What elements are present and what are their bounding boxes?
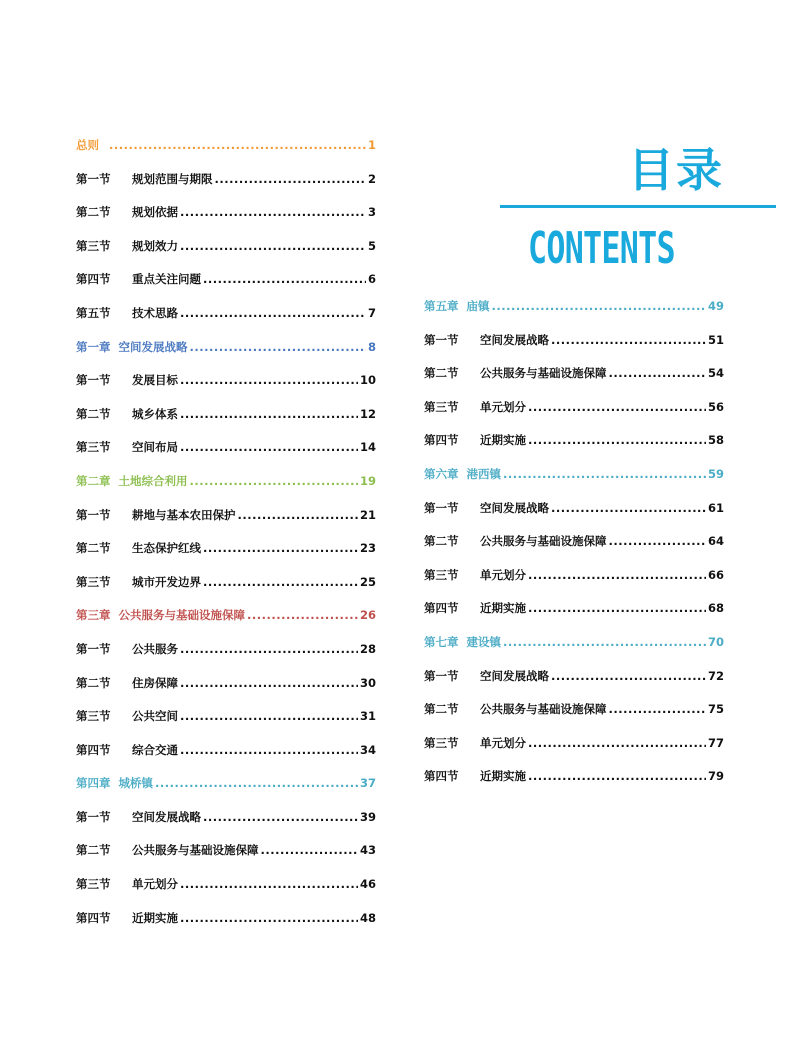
page-number: 43 (359, 843, 376, 858)
toc-section-entry[interactable] (76, 809, 376, 843)
chapter-number: 第五章 (424, 299, 459, 313)
toc-chapter-entry[interactable] (76, 137, 376, 171)
toc-section-entry[interactable] (424, 533, 724, 567)
dot-leader (180, 641, 358, 657)
toc-section-entry[interactable] (424, 332, 724, 366)
page-title-chinese: 目录 (628, 143, 724, 197)
section-number: 第四节 (76, 910, 111, 925)
section-title: 近期实施 (480, 769, 526, 784)
toc-section-entry[interactable] (76, 305, 376, 339)
section-title: 单元划分 (480, 567, 526, 582)
section-number: 第一节 (424, 668, 459, 683)
section-number: 第四节 (76, 742, 111, 757)
dot-leader (551, 668, 706, 684)
dot-leader (203, 540, 358, 556)
section-title: 公共服务 (132, 641, 178, 656)
section-number: 第三节 (424, 399, 459, 414)
dot-leader (551, 332, 706, 348)
toc-section-entry[interactable] (76, 204, 376, 238)
toc-chapter-entry[interactable] (76, 339, 376, 373)
section-number: 第一节 (424, 332, 459, 347)
section-title: 规划依据 (132, 205, 178, 220)
dot-leader (180, 876, 358, 892)
section-title: 空间发展战略 (480, 332, 549, 347)
dot-leader (203, 574, 358, 590)
page-number: 19 (359, 473, 376, 488)
page-number: 25 (359, 574, 376, 589)
section-title: 耕地与基本农田保护 (132, 507, 236, 522)
page-number: 46 (359, 877, 376, 892)
dot-leader (180, 372, 358, 388)
section-title: 空间发展战略 (132, 809, 201, 824)
dot-leader (609, 701, 706, 717)
dot-leader (190, 339, 366, 355)
section-number: 第三节 (76, 877, 111, 892)
page-number: 34 (359, 742, 376, 757)
section-title: 公共服务与基础设施保障 (480, 366, 607, 381)
dot-leader (180, 675, 358, 691)
toc-section-entry[interactable] (76, 271, 376, 305)
dot-leader (528, 432, 706, 448)
section-number: 第一节 (76, 507, 111, 522)
page-number: 56 (707, 399, 724, 414)
toc-chapter-entry[interactable] (424, 634, 724, 668)
page-number: 49 (707, 299, 724, 313)
dot-leader (261, 842, 358, 858)
toc-chapter-entry[interactable] (76, 473, 376, 507)
section-title: 公共服务与基础设施保障 (480, 702, 607, 717)
toc-chapter-entry[interactable] (76, 607, 376, 641)
page-number: 48 (359, 910, 376, 925)
dot-leader (109, 137, 366, 153)
section-number: 第四节 (424, 769, 459, 784)
toc-section-entry[interactable] (424, 500, 724, 534)
section-title: 公共空间 (132, 709, 178, 724)
page-number: 37 (359, 776, 376, 791)
page-number: 59 (707, 466, 724, 481)
section-number: 第一节 (424, 500, 459, 515)
toc-section-entry[interactable] (424, 668, 724, 702)
section-number: 第三节 (76, 709, 111, 724)
section-number: 第二节 (424, 366, 459, 381)
dot-leader (180, 439, 358, 455)
toc-section-entry[interactable] (424, 567, 724, 601)
section-title: 住房保障 (132, 675, 178, 690)
section-title: 技术思路 (132, 305, 178, 320)
page-number: 70 (707, 634, 724, 649)
toc-section-entry[interactable] (424, 735, 724, 769)
toc-chapter-entry[interactable] (76, 775, 376, 809)
dot-leader (215, 171, 366, 187)
section-title: 单元划分 (132, 877, 178, 892)
toc-column-left (76, 137, 376, 943)
chapter-number: 第七章 (424, 634, 459, 649)
page-number: 54 (707, 366, 724, 381)
chapter-title: 城桥镇 (118, 776, 153, 791)
section-number: 第四节 (424, 433, 459, 448)
page-number: 72 (707, 668, 724, 683)
toc-section-entry[interactable] (76, 507, 376, 541)
dot-leader (155, 775, 358, 791)
page-number: 61 (707, 500, 724, 515)
page-number: 26 (359, 608, 376, 623)
section-number: 第二节 (76, 675, 111, 690)
chapter-number: 第一章 (76, 339, 111, 354)
toc-chapter-entry[interactable] (424, 466, 724, 500)
section-title: 单元划分 (480, 735, 526, 750)
dot-leader (180, 708, 358, 724)
toc-section-entry[interactable] (76, 842, 376, 876)
page-number: 58 (707, 433, 724, 448)
chapter-title: 公共服务与基础设施保障 (118, 608, 245, 623)
section-title: 公共服务与基础设施保障 (132, 843, 259, 858)
section-number: 第一节 (76, 641, 111, 656)
section-number: 第三节 (76, 574, 111, 589)
dot-leader (528, 735, 706, 751)
dot-leader (238, 507, 358, 523)
page-number: 7 (367, 305, 376, 320)
dot-leader (503, 466, 706, 482)
chapter-title: 建设镇 (466, 634, 501, 649)
section-number: 第四节 (76, 272, 111, 287)
section-title: 公共服务与基础设施保障 (480, 534, 607, 549)
section-title: 空间布局 (132, 440, 178, 455)
chapter-title: 土地综合利用 (118, 473, 188, 488)
section-number: 第二节 (76, 541, 111, 556)
title-divider (500, 205, 776, 208)
dot-leader (180, 305, 366, 321)
dot-leader (551, 500, 706, 516)
page-number: 6 (367, 272, 376, 287)
chapter-number: 第六章 (424, 466, 459, 481)
chapter-title: 空间发展战略 (118, 339, 188, 354)
page-number: 68 (707, 601, 724, 616)
toc-column-right (424, 298, 724, 802)
dot-leader (609, 533, 706, 549)
dot-leader (528, 600, 706, 616)
toc-section-entry[interactable] (424, 600, 724, 634)
page-number: 2 (367, 171, 376, 186)
section-number: 第二节 (424, 534, 459, 549)
toc-section-entry[interactable] (76, 910, 376, 944)
dot-leader (492, 298, 706, 314)
toc-section-entry[interactable] (76, 540, 376, 574)
page-number: 5 (367, 238, 376, 253)
page-number: 1 (367, 138, 376, 152)
section-number: 第二节 (76, 406, 111, 421)
toc-section-entry[interactable] (424, 701, 724, 735)
section-title: 空间发展战略 (480, 668, 549, 683)
section-title: 空间发展战略 (480, 500, 549, 515)
dot-leader (528, 567, 706, 583)
section-number: 第三节 (76, 238, 111, 253)
section-title: 城乡体系 (132, 406, 178, 421)
toc-section-entry[interactable] (76, 675, 376, 709)
page-number: 23 (359, 541, 376, 556)
page-number: 30 (359, 675, 376, 690)
toc-section-entry[interactable] (76, 708, 376, 742)
dot-leader (180, 204, 366, 220)
toc-section-entry[interactable] (76, 742, 376, 776)
toc-section-entry[interactable] (424, 432, 724, 466)
page-number: 77 (707, 735, 724, 750)
chapter-number: 第三章 (76, 608, 111, 623)
chapter-number: 总则 (76, 138, 99, 152)
toc-section-entry[interactable] (424, 365, 724, 399)
dot-leader (203, 271, 366, 287)
section-title: 重点关注问题 (132, 272, 201, 287)
page-number: 66 (707, 567, 724, 582)
section-number: 第二节 (424, 702, 459, 717)
dot-leader (528, 768, 706, 784)
page-number: 14 (359, 440, 376, 455)
toc-section-entry[interactable] (76, 876, 376, 910)
dot-leader (180, 742, 358, 758)
chapter-number: 第二章 (76, 473, 111, 488)
toc-section-entry[interactable] (76, 439, 376, 473)
chapter-title: 庙镇 (466, 299, 490, 313)
page-number: 8 (367, 339, 376, 354)
dot-leader (190, 473, 358, 489)
section-title: 规划范围与期限 (132, 171, 213, 186)
toc-section-entry[interactable] (76, 406, 376, 440)
page-number: 39 (359, 809, 376, 824)
section-title: 单元划分 (480, 399, 526, 414)
section-number: 第一节 (76, 809, 111, 824)
toc-section-entry[interactable] (76, 372, 376, 406)
chapter-title: 港西镇 (466, 466, 501, 481)
chapter-number: 第四章 (76, 776, 111, 791)
page-number: 21 (359, 507, 376, 522)
page-number: 51 (707, 332, 724, 347)
dot-leader (503, 634, 706, 650)
toc-section-entry[interactable] (424, 768, 724, 802)
section-number: 第二节 (76, 843, 111, 858)
section-title: 规划效力 (132, 238, 178, 253)
section-title: 近期实施 (480, 433, 526, 448)
section-number: 第四节 (424, 601, 459, 616)
section-number: 第三节 (424, 735, 459, 750)
toc-section-entry[interactable] (76, 171, 376, 205)
page-number: 75 (707, 702, 724, 717)
dot-leader (180, 910, 358, 926)
section-number: 第二节 (76, 205, 111, 220)
section-title: 生态保护红线 (132, 541, 201, 556)
section-title: 城市开发边界 (132, 574, 201, 589)
toc-section-entry[interactable] (76, 238, 376, 272)
toc-section-entry[interactable] (76, 641, 376, 675)
dot-leader (180, 406, 358, 422)
page-number: 3 (367, 205, 376, 220)
section-title: 近期实施 (132, 910, 178, 925)
dot-leader (528, 399, 706, 415)
section-number: 第三节 (76, 440, 111, 455)
toc-section-entry[interactable] (424, 399, 724, 433)
dot-leader (203, 809, 358, 825)
section-number: 第一节 (76, 373, 111, 388)
section-number: 第三节 (424, 567, 459, 582)
page-number: 28 (359, 641, 376, 656)
page-number: 12 (359, 406, 376, 421)
toc-section-entry[interactable] (76, 574, 376, 608)
toc-chapter-entry[interactable] (424, 298, 724, 332)
section-number: 第一节 (76, 171, 111, 186)
page-number: 31 (359, 709, 376, 724)
section-number: 第五节 (76, 305, 111, 320)
section-title: 近期实施 (480, 601, 526, 616)
section-title: 发展目标 (132, 373, 178, 388)
page-title-english: CONTENTS (528, 223, 675, 274)
section-title: 综合交通 (132, 742, 178, 757)
dot-leader (247, 607, 358, 623)
page-number: 79 (707, 769, 724, 784)
dot-leader (609, 365, 706, 381)
page-number: 64 (707, 534, 724, 549)
dot-leader (180, 238, 366, 254)
page-number: 10 (359, 373, 376, 388)
